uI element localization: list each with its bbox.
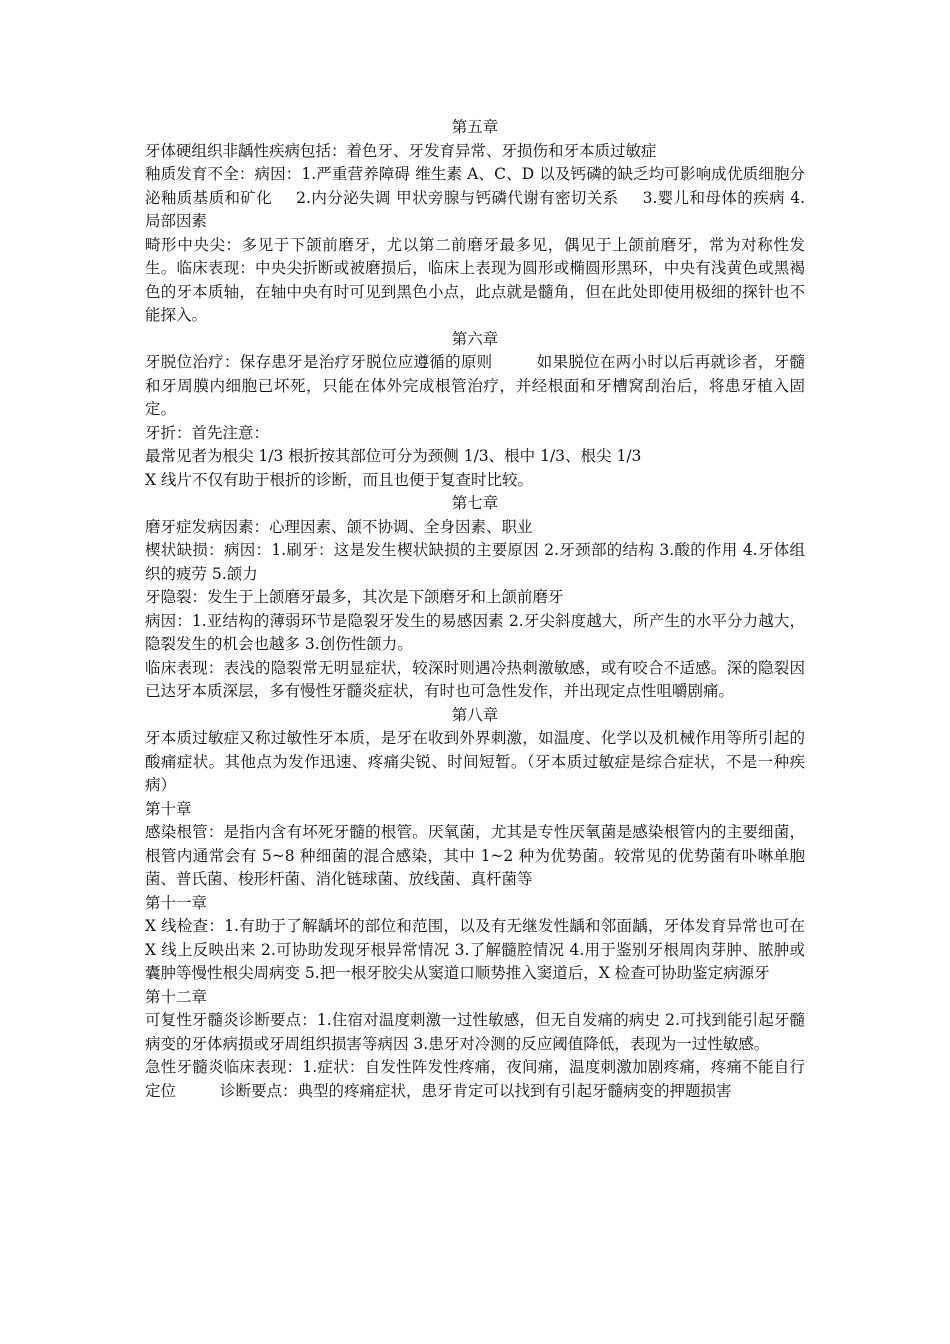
- text-segment: 急性牙髓炎临床表现：1.症状：自发性阵发性疼痛，夜间痛，温度刺激加剧疼痛，疼痛不能自行定位: [145, 1058, 805, 1100]
- text-segment: 釉质发育不全：病因：1.严重营养障碍 维生素 A、C、D 以及钙磷的缺乏均可影响成优质细胞分泌釉质基质和矿化: [145, 165, 805, 207]
- document-page: [145, 116, 805, 1103]
- text-segment: 如果脱位在两小时以后再就诊者，牙髓和牙周膜内细胞已坏死，只能在体外完成根管治疗，并经根面和牙槽窝刮治后，将患牙植入固定。: [145, 353, 805, 418]
- paragraph: 病因：1.亚结构的薄弱环节是隐裂牙发生的易感因素 2.牙尖斜度越大，所产生的水平分力越大，隐裂发生的机会也越多 3.创伤性颌力。: [145, 611, 805, 653]
- paragraph: 畸形中央尖：多见于下颌前磨牙，尤以第二前磨牙最多见，偶见于上颌前磨牙，常为对称性发生。临床表现：中央尖折断或被磨损后，临床上表现为圆形或椭圆形黑环，中央有浅黄色或黑褐色的牙本质轴，在轴中央有时可见到黑色小点，此点就是髓角，但在此处即使用极细的探针也不能探入。: [145, 235, 805, 324]
- paragraph: X 线片不仅有助于根折的诊断，而且也便于复查时比较。: [145, 470, 533, 489]
- paragraph: 牙本质过敏症又称过敏性牙本质，是牙在收到外界刺激，如温度、化学以及机械作用等所引起的酸痛症状。其他点为发作迅速、疼痛尖锐、时间短暂。（牙本质过敏症是综合症状，不是一种疾病）: [145, 729, 805, 794]
- paragraph: [145, 1056, 805, 1103]
- paragraph: 楔状缺损：病因：1.刷牙：这是发生楔状缺损的主要原因 2.牙颈部的结构 3.酸的作用 4.牙体组织的疲劳 5.颌力: [145, 541, 805, 583]
- paragraph: [145, 351, 805, 422]
- paragraph: [145, 163, 805, 234]
- paragraph: 最常见者为根尖 1/3 根折按其部位可分为颈侧 1/3、根中 1/3、根尖 1/3: [145, 447, 642, 465]
- paragraph: 可复性牙髓炎诊断要点：1.住宿对温度刺激一过性敏感，但无自发痛的病史 2.可找到能引起牙髓病变的牙体病损或牙周组织损害等病因 3.患牙对冷测的反应阈值降低，表现为一过性敏感。: [145, 1011, 805, 1053]
- chapter-10-title: 第十章: [145, 799, 192, 818]
- paragraph: 磨牙症发病因素：心理因素、颌不协调、全身因素、职业: [145, 517, 533, 536]
- paragraph: 牙折：首先注意：: [145, 423, 270, 442]
- text-segment: 牙脱位治疗：保存患牙是治疗牙脱位应遵循的原则: [145, 353, 493, 371]
- paragraph: 临床表现：表浅的隐裂常无明显症状，较深时则遇冷热刺激敏感，或有咬合不适感。深的隐裂因已达牙本质深层，多有慢性牙髓炎症状，有时也可急性发作，并出现定点性咀嚼剧痛。: [145, 658, 805, 700]
- text-segment: 2.内分泌失调 甲状旁腺与钙磷代谢有密切关系: [296, 188, 619, 207]
- paragraph: 牙体硬组织非龋性疾病包括：着色牙、牙发育异常、牙损伤和牙本质过敏症: [145, 141, 657, 160]
- paragraph: X 线检查：1.有助于了解龋坏的部位和范围，以及有无继发性龋和邻面龋，牙体发育异常也可在 X 线上反映出来 2.可协助发现牙根异常情况 3.了解髓腔情况 4.用于鉴别牙根周肉芽肿、脓肿或囊肿等慢性根尖周病变 5.把一根牙胶尖从窦道口顺势推入窦道后，X 检查可协助鉴定病源牙: [145, 917, 805, 982]
- chapter-12-title: 第十二章: [145, 987, 208, 1006]
- chapter-5-title: 第五章: [451, 118, 499, 136]
- text-segment: 诊断要点：典型的疼痛症状，患牙肯定可以找到有引起牙髓病变的押题损害: [220, 1081, 732, 1100]
- chapter-11-title: 第十一章: [145, 893, 208, 912]
- chapter-6-title: 第六章: [451, 329, 499, 348]
- text-segment: 3.婴儿和母体的疾病 4.局部因素: [145, 188, 805, 230]
- paragraph: 牙隐裂：发生于上颌磨牙最多，其次是下颌磨牙和上颌前磨牙: [145, 588, 564, 606]
- chapter-7-title: 第七章: [451, 494, 499, 512]
- paragraph: 感染根管：是指内含有坏死牙髓的根管。厌氧菌，尤其是专性厌氧菌是感染根管内的主要细菌，根管内通常会有 5~8 种细菌的混合感染，其中 1~2 种为优势菌。较常见的优势菌有卟啉单胞菌、普氏菌、梭形杆菌、消化链球菌、放线菌、真杆菌等: [145, 823, 805, 888]
- chapter-8-title: 第八章: [451, 705, 499, 724]
